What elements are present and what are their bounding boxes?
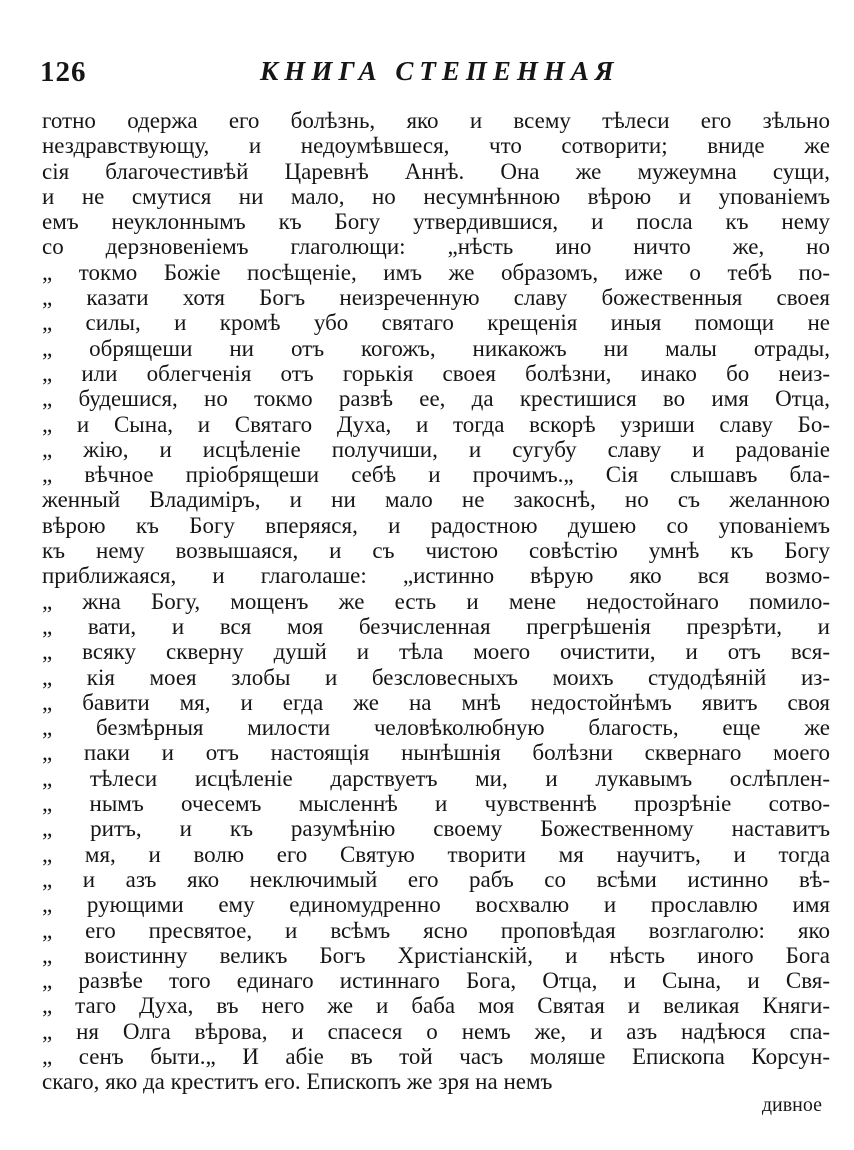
text-line: „ ня Олга вѣрова, и спасеся о немъ же, и азъ надѣюся спа- (42, 1018, 830, 1044)
text-line: „ жію, и исцѣленіе получиши, и сугубу славу и радованіе (42, 436, 830, 462)
text-line: „ тѣлеси исцѣленіе дарствуетъ ми, и лукавымъ ослѣплен- (42, 765, 830, 791)
text-line: „ нымъ очесемъ мысленнѣ и чувственнѣ прозрѣніе сотво- (42, 791, 830, 817)
text-line: „ его пресвятое, и всѣмъ ясно проповѣдая возглаголю: яко (42, 917, 830, 943)
text-line: „ паки и отъ настоящія нынѣшнія болѣзни сквернаго моего (42, 740, 830, 766)
text-line: „ или облегченія отъ горькія своея болѣзни, инако бо неиз- (42, 360, 830, 386)
text-line: „ и азъ яко неключимый его рабъ со всѣми истинно вѣ- (42, 866, 830, 892)
text-line: готно одержа его болѣзнь, яко и всему тѣлеси его зѣльно (42, 108, 830, 133)
text-line: емъ неуклоннымъ къ Богу утвердившися, и посла къ нему (42, 209, 830, 235)
text-line: „ мя, и волю его Святую творити мя научитъ, и тогда (42, 841, 830, 867)
text-line: сія благочестивѣй Царевнѣ Аннѣ. Она же мужеумна сущи, (42, 158, 830, 184)
text-line: „ безмѣрныя милости человѣколюбную благость, еще же (42, 715, 830, 741)
text-line: приближаяся, и глаголаше: „истинно вѣрую яко вся возмо- (42, 563, 830, 589)
text-line: „ казати хотя Богъ неизреченную славу божественныя своея (42, 285, 830, 311)
text-line: „ вѣчное пріобрящеши себѣ и прочимъ.„ Сія слышавъ бла- (42, 462, 830, 488)
text-line: „ всяку скверну душй и тѣла моего очистити, и отъ вся- (42, 639, 830, 665)
body-text (42, 108, 830, 1095)
text-line: „ будешися, но токмо развѣ ее, да крестишися во имя Отца, (42, 386, 830, 412)
text-line: къ нему возвышаяся, и съ чистою совѣстію умнѣ къ Богу (42, 538, 830, 564)
text-line: вѣрою къ Богу вперяяся, и радостною душею со упованіемъ (42, 512, 830, 538)
text-line: нездравствующу, и недоумѣвшеся, что сотворити; вниде же (42, 133, 830, 159)
text-line: „ воистинну великъ Богъ Христіанскій, и нѣсть иного Бога (42, 942, 830, 968)
text-line: „ и Сына, и Святаго Духа, и тогда вскорѣ узриши славу Бо- (42, 411, 830, 437)
text-line: со дерзновеніемъ глаголющи: „нѣсть ино ничто же, но (42, 234, 830, 260)
text-line: „ токмо Божіе посѣщеніе, имъ же образомъ, иже о тебѣ по- (42, 259, 830, 285)
text-line: и не смутися ни мало, но несумнѣнною вѣрою и упованіемъ (42, 183, 830, 209)
text-line: скаго, яко да креститъ его. Епископъ же зря на немъ (42, 1069, 553, 1095)
page-header (40, 56, 824, 96)
text-line: „ силы, и кромѣ убо святаго крещенія иныя помощи не (42, 310, 830, 336)
text-line: „ рующими ему единомудренно восхвалю и прославлю имя (42, 892, 830, 918)
page-number: 126 (40, 56, 87, 88)
text-line: „ обрящеши ни отъ когожъ, никакожъ ни малы отрады, (42, 335, 830, 361)
text-line: женный Владиміръ, и ни мало не закоснѣ, но съ желанною (42, 487, 830, 513)
text-line: „ сенъ быти.„ И абіе въ той часъ моляше Епископа Корсун- (42, 1043, 830, 1069)
text-line: „ жна Богу, мощенъ же есть и мене недостойнаго помило- (42, 588, 830, 614)
catchword: дивное (761, 1094, 822, 1116)
text-line: „ бавити мя, и егда же на мнѣ недостойнѣмъ явитъ своя (42, 689, 830, 715)
text-line: „ развѣе того единаго истиннаго Бога, Отца, и Сына, и Свя- (42, 968, 830, 994)
text-line: „ вати, и вся моя безчисленная прегрѣшенія презрѣти, и (42, 613, 830, 639)
running-title: КНИГА СТЕПЕННАЯ (260, 56, 620, 86)
text-line: „ таго Духа, въ него же и баба моя Святая и великая Княги- (42, 993, 830, 1019)
text-line: „ кія моея злобы и безсловесныхъ моихъ студодѣяній из- (42, 664, 830, 690)
text-line: „ ритъ, и къ разумѣнію своему Божественному наставитъ (42, 816, 830, 842)
